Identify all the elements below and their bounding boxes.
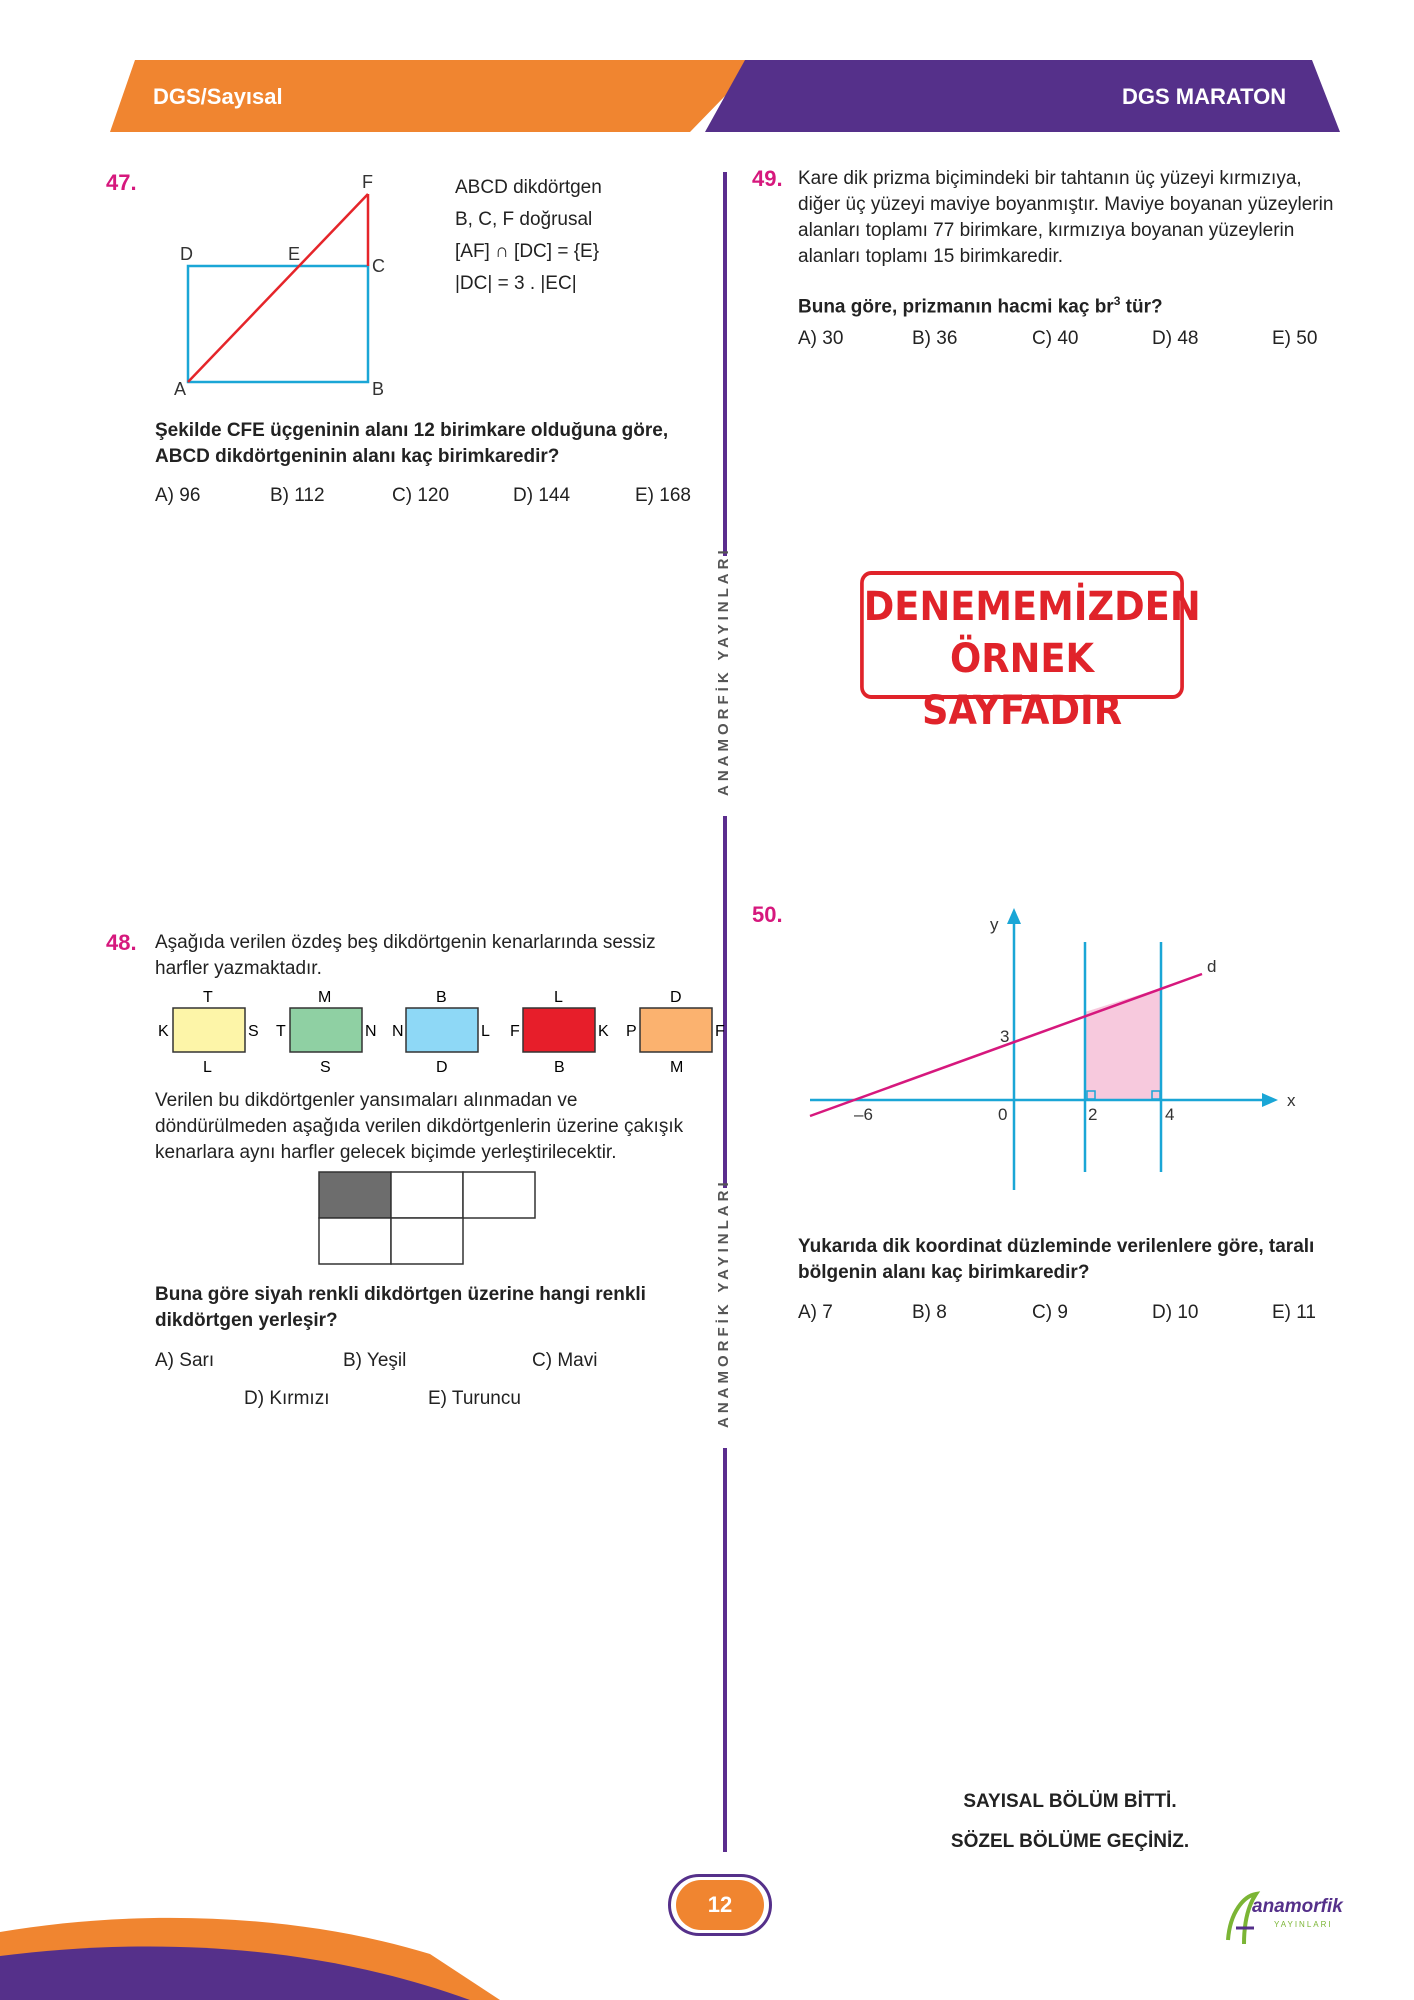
option-c[interactable]: C) Mavi [532, 1350, 598, 1371]
question-text: Buna göre siyah renkli dikdörtgen üzerine hangi renkli dikdörtgen yerleşir? [155, 1284, 646, 1331]
given-line: |DC| = 3 . |EC| [455, 273, 577, 294]
intro-text: Aşağıda verilen özdeş beş dikdörtgenin kenarlarında sessiz harfler yazmaktadır. [155, 932, 656, 979]
letter-rectangles [150, 990, 740, 1080]
question-number: 50. [752, 902, 783, 927]
svg-text:T: T [276, 1023, 286, 1040]
given-line: [AF] ∩ [DC] = {E} [455, 241, 600, 262]
question-number: 47. [106, 170, 137, 195]
option-d[interactable]: D) Kırmızı [244, 1388, 330, 1409]
logo-subtext: YAYINLARI [1274, 1920, 1333, 1929]
option-d[interactable]: D) 48 [1152, 328, 1199, 349]
option-e[interactable]: E) 50 [1272, 328, 1318, 349]
stamp-line: DENEMEMİZDEN [863, 584, 1201, 630]
rect-blue [392, 990, 490, 1076]
label-c: C [372, 256, 385, 276]
option-e[interactable]: E) Turuncu [428, 1388, 521, 1409]
option-e[interactable]: E) 11 [1272, 1302, 1317, 1323]
option-b[interactable]: B) 112 [270, 485, 325, 506]
label-f: F [362, 172, 373, 192]
header-left-title: DGS/Sayısal [153, 84, 283, 109]
coordinate-graph [800, 900, 1320, 1200]
given-line: B, C, F doğrusal [455, 209, 593, 230]
y-arrow [1007, 908, 1021, 924]
instruction-text: Verilen bu dikdörtgenler yansımaları alınmadan ve döndürülmeden aşağıda verilen dikdörtgenlerin üzerine çakışık kenarlara aynı harfler gelecek biçimde yerleştirilecektir. [155, 1090, 684, 1163]
tick-4: 4 [1165, 1105, 1175, 1124]
sample-page-stamp [860, 571, 1201, 734]
svg-text:L: L [554, 990, 563, 1006]
label-b: B [372, 379, 385, 399]
page-number: 12 [676, 1880, 764, 1930]
svg-text:F: F [510, 1023, 520, 1040]
svg-text:D: D [436, 1059, 448, 1076]
x-label: x [1287, 1091, 1296, 1110]
given-line: ABCD dikdörtgen [455, 177, 602, 198]
svg-text:D: D [670, 990, 682, 1006]
svg-text:P: P [626, 1023, 637, 1040]
svg-text:S: S [320, 1059, 331, 1076]
label-d: D [180, 244, 193, 264]
rect-orange [626, 990, 725, 1076]
section-end-note [900, 1782, 1240, 1862]
svg-text:L: L [481, 1023, 490, 1040]
svg-text:N: N [392, 1023, 404, 1040]
tick-minus-6: –6 [854, 1105, 873, 1124]
svg-text:N: N [365, 1023, 377, 1040]
option-b[interactable]: B) 8 [912, 1302, 947, 1323]
svg-text:B: B [554, 1059, 565, 1076]
rectangle-figure [160, 170, 420, 400]
question-text: Yukarıda dik koordinat düzleminde verilenlere göre, taralı bölgenin alanı kaç birimkaredir? [798, 1236, 1315, 1283]
option-d[interactable]: D) 144 [513, 485, 571, 506]
placement-grid [318, 1170, 538, 1270]
option-b[interactable]: B) Yeşil [343, 1350, 407, 1371]
logo-text: anamorfik [1252, 1896, 1343, 1917]
shaded-region [1085, 988, 1161, 1100]
svg-text:L: L [203, 1059, 212, 1076]
tick-3: 3 [1000, 1027, 1010, 1046]
option-a[interactable]: A) 7 [798, 1302, 833, 1323]
option-a[interactable]: A) Sarı [155, 1350, 215, 1371]
question-number: 48. [106, 930, 137, 955]
question-text: Şekilde CFE üçgeninin alanı 12 birimkare olduğuna göre, ABCD dikdörtgeninin alanı kaç birimkaredir? [155, 420, 669, 467]
svg-text:K: K [158, 1023, 169, 1040]
option-d[interactable]: D) 10 [1152, 1302, 1199, 1323]
svg-text:B: B [436, 990, 447, 1006]
y-label: y [990, 915, 999, 934]
header-banner [0, 0, 1414, 140]
x-arrow [1262, 1093, 1278, 1107]
svg-text:M: M [318, 990, 332, 1006]
svg-text:T: T [203, 990, 213, 1006]
option-c[interactable]: C) 120 [392, 485, 450, 506]
option-c[interactable]: C) 40 [1032, 328, 1079, 349]
rect-yellow [158, 990, 259, 1076]
d-label: d [1207, 957, 1217, 976]
side-label-bottom: ANAMORFİK YAYINLARI [715, 1178, 732, 1428]
end-note-line: SÖZEL BÖLÜME GEÇİNİZ. [950, 1831, 1190, 1852]
rect-red [510, 990, 609, 1076]
rect-green [276, 990, 377, 1076]
question-body: Kare dik prizma biçimindeki bir tahtanın üç yüzeyi kırmızıya, diğer üç yüzeyi maviye boyanmıştır. Maviye boyanan yüzeylerin alanları toplamı 77 birimkare, kırmızıya boyanan yüzeylerin alanları toplamı 15 birimkaredir. [798, 168, 1334, 267]
option-b[interactable]: B) 36 [912, 328, 958, 349]
publisher-logo [1222, 1888, 1352, 1948]
question-text: Buna göre, prizmanın hacmi kaç $br^3$ tür? [798, 294, 1163, 318]
svg-text:K: K [598, 1023, 609, 1040]
end-note-line: SAYISAL BÖLÜM BİTTİ. [963, 1791, 1177, 1812]
option-c[interactable]: C) 9 [1032, 1302, 1068, 1323]
header-right-title: DGS MARATON [1122, 84, 1287, 109]
question-number: 49. [752, 166, 783, 191]
label-a: A [174, 379, 187, 399]
tick-2: 2 [1088, 1105, 1098, 1124]
tick-0: 0 [998, 1105, 1008, 1124]
given-list [455, 172, 602, 300]
option-a[interactable]: A) 96 [155, 485, 201, 506]
svg-text:S: S [248, 1023, 259, 1040]
svg-text:M: M [670, 1059, 684, 1076]
side-label-top: ANAMORFİK YAYINLARI [715, 546, 732, 796]
option-a[interactable]: A) 30 [798, 328, 844, 349]
label-e: E [288, 244, 301, 264]
stamp-line: ÖRNEK SAYFADIR [921, 636, 1123, 734]
svg-text:F: F [715, 1023, 725, 1040]
option-e[interactable]: E) 168 [635, 485, 691, 506]
